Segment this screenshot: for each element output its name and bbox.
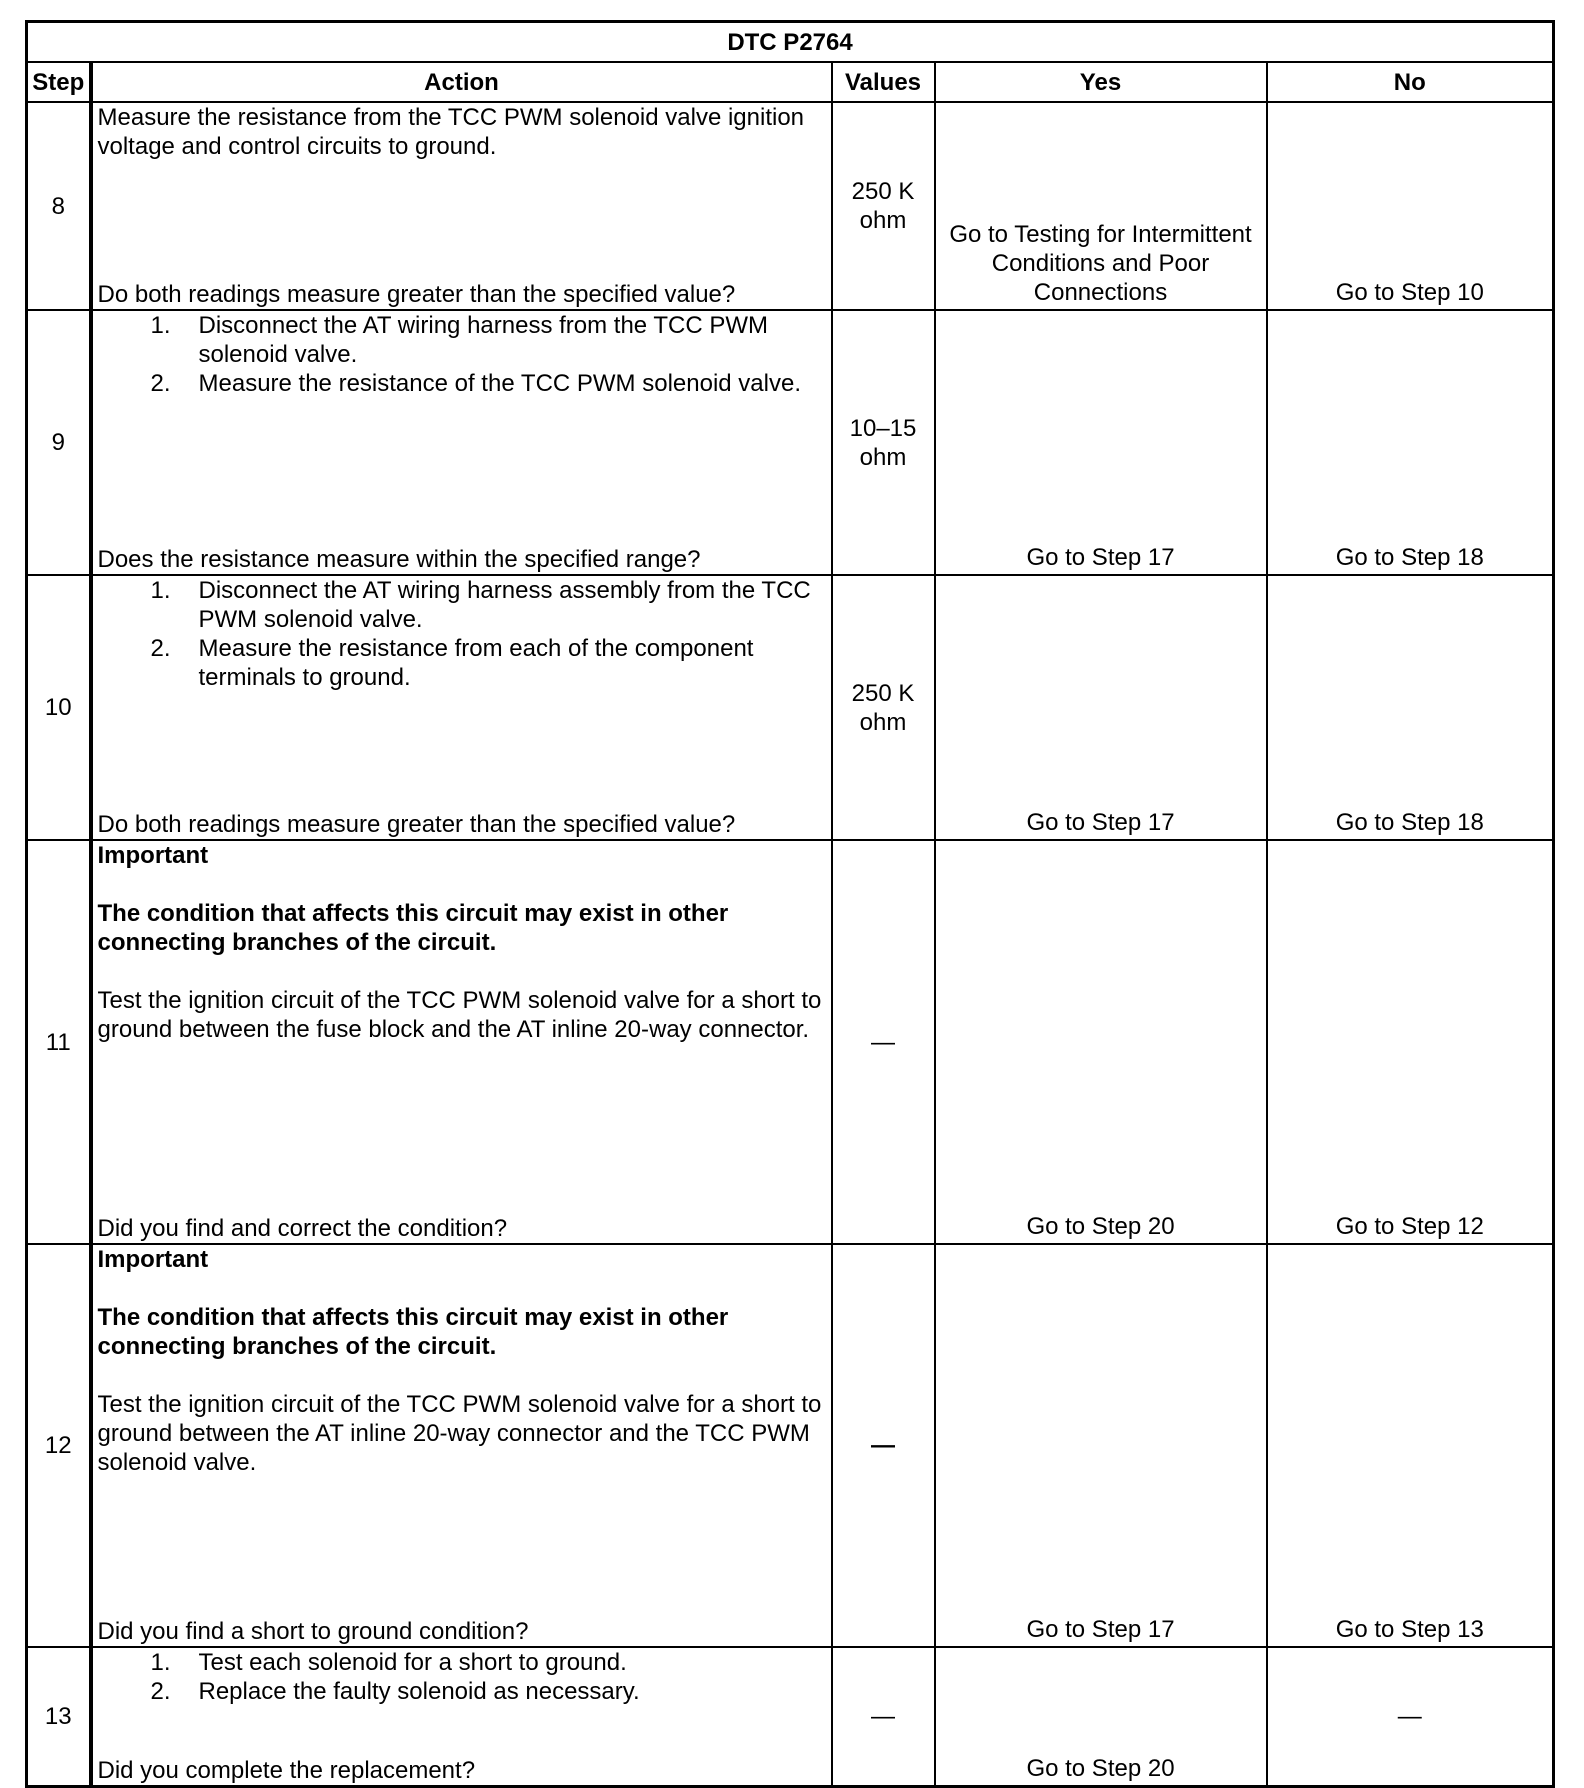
step-number: 10 xyxy=(27,575,91,840)
step-number: 8 xyxy=(27,102,91,310)
yes-cell: Go to Step 17 xyxy=(935,575,1267,840)
header-row xyxy=(27,62,1554,102)
values-cell: — xyxy=(832,840,935,1244)
important-text: The condition that affects this circuit may exist in other connecting branches of the circuit. xyxy=(97,1304,729,1360)
list-item: 2. Replace the faulty solenoid as necessary. xyxy=(150,1678,640,1705)
no-cell: Go to Step 13 xyxy=(1267,1244,1554,1647)
value-line: 250 K xyxy=(851,679,915,707)
action-steps-list xyxy=(98,311,825,398)
action-steps-list xyxy=(98,576,825,692)
action-cell xyxy=(91,840,832,1244)
no-cell: Go to Step 18 xyxy=(1267,575,1554,840)
header-no: No xyxy=(1267,62,1554,102)
action-question: Do both readings measure greater than the specified value? xyxy=(97,281,736,308)
action-question: Did you find and correct the condition? xyxy=(97,1215,508,1242)
table-title: DTC P2764 xyxy=(27,22,1554,63)
table-row xyxy=(27,575,1554,840)
list-item: 1. Test each solenoid for a short to ground. xyxy=(150,1649,627,1676)
table-row xyxy=(27,1244,1554,1647)
value-line: 250 K xyxy=(851,178,915,205)
list-item: 1. Disconnect the AT wiring harness assembly from the TCC PWM solenoid valve. xyxy=(150,577,811,633)
value-unit: ohm xyxy=(859,443,907,471)
yes-cell: Go to Step 20 xyxy=(935,840,1267,1244)
value-unit: ohm xyxy=(859,708,907,736)
list-item: 2. Measure the resistance of the TCC PWM solenoid valve. xyxy=(150,370,801,397)
yes-cell: Go to Step 17 xyxy=(935,310,1267,575)
table-row xyxy=(27,102,1554,310)
action-question: Does the resistance measure within the specified range? xyxy=(97,546,701,573)
action-question: Did you find a short to ground condition? xyxy=(97,1618,529,1645)
yes-cell: Go to Step 20 xyxy=(935,1647,1267,1787)
action-text: Measure the resistance from the TCC PWM solenoid valve ignition voltage and control circuits to ground. xyxy=(97,104,805,160)
table-row xyxy=(27,1647,1554,1787)
action-question: Do both readings measure greater than the specified value? xyxy=(97,811,736,838)
header-values: Values xyxy=(832,62,935,102)
values-cell xyxy=(832,102,935,310)
action-cell xyxy=(91,102,832,310)
action-text: Test the ignition circuit of the TCC PWM solenoid valve for a short to ground between the fuse block and the AT inline 20-way connector. xyxy=(97,987,822,1043)
header-yes: Yes xyxy=(935,62,1267,102)
step-number: 11 xyxy=(27,840,91,1244)
step-number: 12 xyxy=(27,1244,91,1647)
values-cell xyxy=(832,575,935,840)
important-text: The condition that affects this circuit may exist in other connecting branches of the circuit. xyxy=(97,900,729,956)
values-cell xyxy=(832,310,935,575)
action-steps-list xyxy=(98,1648,825,1706)
value-line: 10–15 xyxy=(849,414,917,442)
important-label: Important xyxy=(97,1246,209,1273)
no-cell: Go to Step 10 xyxy=(1267,102,1554,310)
yes-cell: Go to Testing for Intermittent Conditions and Poor Connections xyxy=(935,102,1267,310)
list-item: 2. Measure the resistance from each of the component terminals to ground. xyxy=(150,635,754,691)
table-row xyxy=(27,310,1554,575)
list-item: 1. Disconnect the AT wiring harness from the TCC PWM solenoid valve. xyxy=(150,312,769,368)
dtc-table xyxy=(25,20,1555,1788)
value-unit: ohm xyxy=(859,207,907,234)
table-row xyxy=(27,840,1554,1244)
values-cell: — xyxy=(832,1244,935,1647)
important-label: Important xyxy=(97,842,209,869)
yes-cell: Go to Step 17 xyxy=(935,1244,1267,1647)
header-step: Step xyxy=(27,62,91,102)
action-question: Did you complete the replacement? xyxy=(97,1757,476,1784)
header-action: Action xyxy=(91,62,832,102)
values-cell: — xyxy=(832,1647,935,1787)
step-number: 13 xyxy=(27,1647,91,1787)
action-text: Test the ignition circuit of the TCC PWM solenoid valve for a short to ground between the AT inline 20-way connector and the TCC PWM solenoid valve. xyxy=(97,1391,822,1476)
action-cell xyxy=(91,310,832,575)
action-cell xyxy=(91,1244,832,1647)
action-cell xyxy=(91,575,832,840)
step-number: 9 xyxy=(27,310,91,575)
no-cell: Go to Step 18 xyxy=(1267,310,1554,575)
action-cell xyxy=(91,1647,832,1787)
no-cell: Go to Step 12 xyxy=(1267,840,1554,1244)
no-cell: — xyxy=(1267,1647,1554,1787)
